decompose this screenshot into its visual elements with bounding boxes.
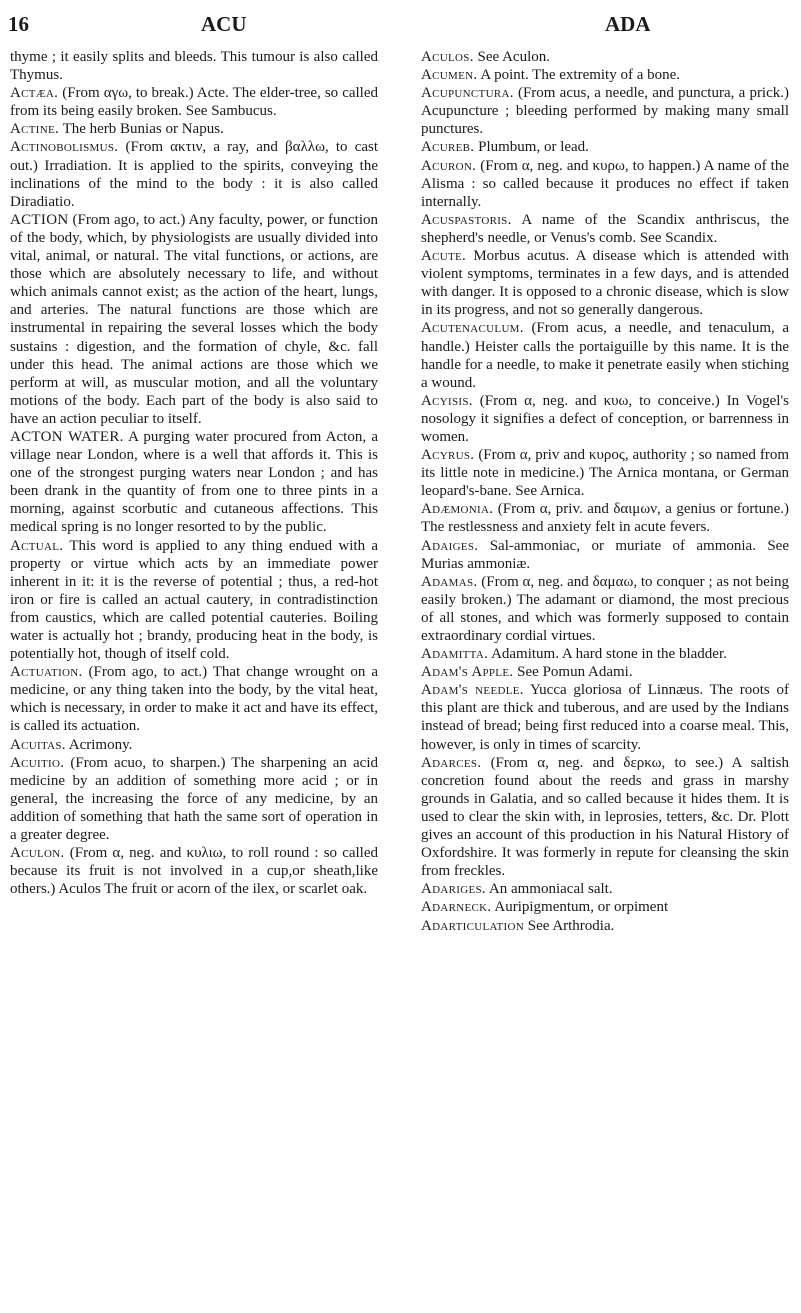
dictionary-entry — [421, 247, 789, 319]
entry-definition: A purging water procured from Acton, a village near London, where is a well that affords it. This is one of the strongest purging waters near London ; and has been drank in the quantity of from one to three pints in a morning, against scorbutic and cutaneous affections. This medical spring is no longer resorted to by the public. — [10, 428, 378, 536]
entry-headword: Acyisis. — [421, 392, 473, 409]
entry-definition: Auripigmentum, or orpiment — [494, 899, 669, 916]
entry-definition: (From α, neg. and δαμαω, to conquer ; as not being easily broken.) The adamant or diamond, the most precious of all stones, and which was formerly supposed to contain extraordinary cordial virtues. — [421, 573, 790, 644]
entry-headword: Acute. — [421, 248, 467, 265]
dictionary-entry — [421, 645, 789, 663]
entry-definition: A point. The extremity of a bone. — [480, 67, 681, 84]
dictionary-entry — [421, 319, 789, 391]
entry-headword: Adarces. — [421, 754, 482, 771]
entry-headword: Acuitio. — [10, 754, 65, 771]
dictionary-entry — [421, 84, 789, 138]
dictionary-entry — [10, 211, 378, 428]
dictionary-entry — [10, 663, 378, 735]
entry-definition: (From α, neg. and κυρω, to happen.) A name of the Alisma : so called because it produces no effect if taken internally. — [421, 157, 789, 210]
entry-headword: Acureb. — [421, 139, 475, 156]
dictionary-entry — [10, 120, 378, 138]
entry-headword: Acuron. — [421, 157, 477, 174]
entry-headword: Adaiges. — [421, 537, 479, 554]
entry-headword: Acuspastoris. — [421, 211, 512, 228]
entry-definition: The herb Bunias or Napus. — [62, 121, 224, 138]
dictionary-entry — [421, 663, 789, 681]
left-column — [10, 48, 378, 898]
dictionary-entry — [421, 537, 789, 573]
entry-headword: Actinobolismus. — [10, 139, 119, 156]
dictionary-entry — [421, 754, 789, 881]
entry-headword: Actine. — [10, 121, 60, 138]
dictionary-entry — [421, 211, 789, 247]
dictionary-entry — [421, 917, 789, 935]
entry-definition: This word is applied to any thing endued with a property or virtue which acts by an immediate power inherent in it: it is the reverse of potential ; thus, a red-hot iron or fire is called an actual cautery, in contradistinction from caustics, which are called potential cauteries. Boiling water is actually hot ; brandy, producing heat in the body, is potentially hot, though of itself cold. — [10, 537, 379, 663]
entry-headword: Aculos. — [421, 49, 474, 65]
entry-definition: Morbus acutus. A disease which is attended with violent symptoms, terminates in a few days, and is attended with danger. It is opposed to a chronic disease, which is slow in its progress, and not so generally dangerous. — [421, 248, 790, 319]
entry-definition: (From α, neg. and κυλιω, to roll round : so called because its fruit is not involved in a cup,or sheath,like others.) Aculos The fruit or acorn of the ilex, or scarlet oak. — [10, 845, 378, 898]
entry-definition: Sal-ammoniac, or muriate of ammonia. See Murias ammoniæ. — [421, 537, 789, 572]
dictionary-entry — [421, 157, 789, 211]
entry-headword: Adariges. — [421, 881, 486, 898]
entry-definition: Adamitum. A hard stone in the bladder. — [491, 646, 727, 663]
entry-headword: Adam's Apple. — [421, 664, 514, 681]
entry-definition: See Arthrodia. — [527, 917, 615, 934]
entry-headword: Acuitas. — [10, 736, 66, 753]
left-running-head: ACU — [201, 12, 247, 36]
entry-headword: Adam's needle. — [421, 682, 524, 699]
entry-headword: ACTION — [10, 211, 69, 228]
dictionary-entry — [10, 736, 378, 754]
entry-definition: (From α, priv and κυρος, authority ; so named from its little note in medicine.) The Arnica montana, or German leopard's-bane. See Arnica. — [421, 447, 790, 500]
entry-definition: (From αγω, to break.) Acte. The elder-tree, so called from its being easily broken. See Sambucus. — [10, 85, 379, 120]
entry-headword: Actæa. — [10, 85, 59, 102]
entry-definition: Plumbum, or lead. — [478, 139, 589, 156]
running-header — [0, 12, 801, 42]
dictionary-entry — [10, 754, 378, 844]
entry-definition: thyme ; it easily splits and bleeds. This tumour is also called Thymus. — [10, 49, 378, 84]
right-column — [421, 48, 789, 935]
entry-headword: Acupunctura. — [421, 85, 514, 102]
entry-headword: ACTON WATER. — [10, 428, 124, 445]
entry-headword: Actuation. — [10, 664, 83, 681]
entry-definition: (From α, neg. and δερκω, to see.) A saltish concretion found about the reeds and grass in marshy grounds in Galatia, and so called because it hides them. It is used to clear the skin with, in leprosies, tetters, &c. Dr. Plott gives an account of this production in his Natural History of Oxfordshire. It was formerly in repute for cleansing the skin from freckles. — [421, 754, 790, 880]
dictionary-entry — [10, 138, 378, 210]
entry-definition: (From ago, to act.) Any faculty, power, or function of the body, which, by physiologists are usually divided into vital, animal, or natural. The vital functions, or actions, are those which are absolutely necessary to life, and without which animals cannot exist; as the action of the heart, lungs, and arteries. The natural functions are those which are instrumental in repairing the several losses which the body sustains : digestion, and the formation of chyle, &c. fall under this head. The animal actions are those which we perform at will, as muscular motion, and all the voluntary motions of the body. Each part of the body is also said to have an action peculiar to itself. — [10, 211, 378, 427]
dictionary-entry — [421, 898, 789, 916]
entry-headword: Acyrus. — [421, 447, 475, 464]
dictionary-entry — [10, 428, 378, 537]
entry-definition: A name of the Scandix anthriscus, the shepherd's needle, or Venus's comb. See Scandix. — [421, 211, 789, 246]
dictionary-entry — [421, 681, 789, 753]
entry-definition: (From ago, to act.) That change wrought on a medicine, or any thing taken into the body, by the vital heat, which is necessary, in order to make it act and have its effect, is called its actuation. — [10, 664, 378, 735]
right-running-head: ADA — [605, 12, 651, 36]
dictionary-entry — [421, 392, 789, 446]
dictionary-entry — [421, 138, 789, 156]
entry-headword: Adarneck. — [421, 899, 492, 916]
entry-definition: (From α, neg. and κυω, to conceive.) In Vogel's nosology it signifies a defect of conception, or barrenness in women. — [421, 392, 790, 445]
entry-definition: Yucca gloriosa of Linnæus. The roots of this plant are thick and tuberous, and are used by the Indians instead of bread; being first reduced into a coarse meal. This, however, is only in times of scarcity. — [421, 682, 789, 753]
entry-headword: Adamas. — [421, 573, 478, 590]
entry-headword: Aculon. — [10, 845, 65, 862]
dictionary-entry — [421, 446, 789, 500]
dictionary-entry — [421, 66, 789, 84]
entry-definition: (From acus, a needle, and punctura, a prick.) Acupuncture ; bleeding performed by making many small punctures. — [421, 85, 790, 138]
dictionary-entry — [421, 573, 789, 645]
entry-definition: (From ακτιν, a ray, and βαλλω, to cast out.) Irradiation. It is applied to the spirits, conveying the inclinations of the mind to the body : it is also called Diradiatio. — [10, 139, 379, 210]
dictionary-entry — [10, 844, 378, 898]
entry-definition: See Aculon. — [477, 49, 550, 65]
dictionary-entry — [421, 880, 789, 898]
entry-definition: (From acuo, to sharpen.) The sharpening an acid medicine by an addition of something more acid ; or in general, the increasing the force of any medicine, by an addition of something that hath the same sort of operation in a greater degree. — [10, 754, 378, 844]
entry-definition: (From acus, a needle, and tenaculum, a handle.) Heister calls the portaiguille by this name. It is the handle for a needle, to make it penetrate easily when stiching a wound. — [421, 320, 790, 391]
dictionary-entry — [10, 48, 378, 84]
dictionary-entry — [10, 537, 378, 664]
page-number: 16 — [8, 12, 29, 36]
entry-headword: Adamitta. — [421, 646, 489, 663]
entry-definition: An ammoniacal salt. — [488, 881, 613, 898]
entry-definition: (From α, priv. and δαιμων, a genius or fortune.) The restlessness and anxiety felt in acute fevers. — [421, 501, 789, 536]
entry-headword: Adarticulation — [421, 917, 524, 934]
dictionary-entry — [421, 48, 789, 66]
entry-headword: Adæmonia. — [421, 501, 494, 518]
entry-headword: Actual. — [10, 537, 64, 554]
dictionary-entry — [10, 84, 378, 120]
entry-definition: Acrimony. — [68, 736, 133, 753]
dictionary-entry — [421, 500, 789, 536]
entry-headword: Acumen. — [421, 67, 478, 84]
entry-headword: Acutenaculum. — [421, 320, 524, 337]
entry-definition: See Pomun Adami. — [517, 664, 633, 681]
